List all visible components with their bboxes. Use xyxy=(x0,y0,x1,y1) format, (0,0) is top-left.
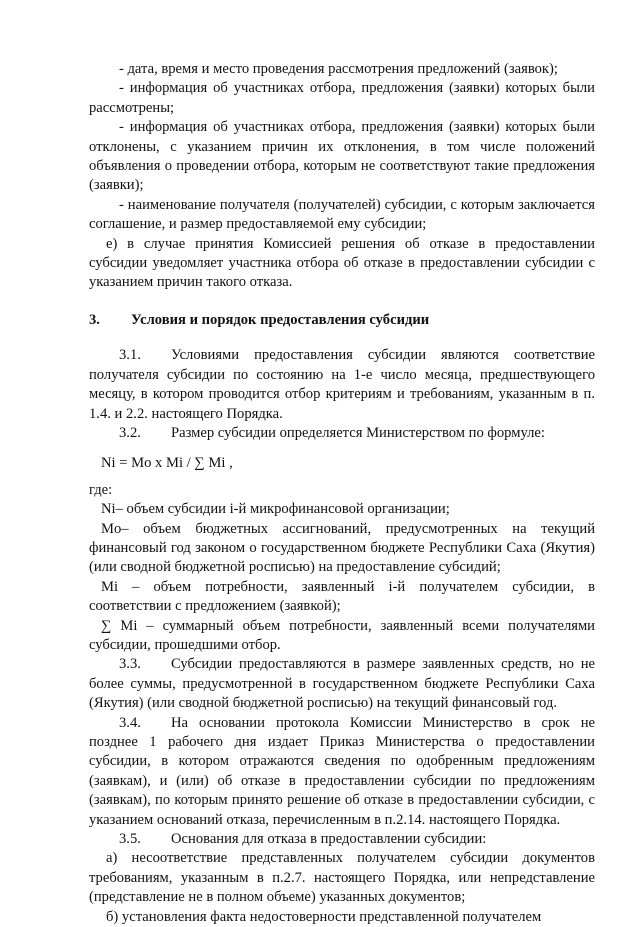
definition-item: Mi – объем потребности, заявленный i-й получателем субсидии, в соответствии с предложением (заявкой); xyxy=(89,578,595,615)
section-number: 3. xyxy=(89,311,100,328)
list-item: - информация об участниках отбора, предложения (заявки) которых были рассмотрены; xyxy=(89,80,595,116)
paragraph-number: 3.4. xyxy=(119,714,141,731)
paragraph-number: 3.1. xyxy=(119,347,141,364)
paragraph-text: Условиями предоставления субсидии являются соответствие получателя субсидии по состоянию на 1-е число месяца, предшествующего месяцу, в котором проводится отбор критериям и требованиям, указанным в п. 1.4. и 2.2. настоящего Порядка. xyxy=(89,347,595,422)
paragraph-text: Размер субсидии определяется Министерством по формуле: xyxy=(171,424,545,441)
list-item: - информация об участниках отбора, предложения (заявки) которых были отклонены, с указанием причин их отклонения, в том числе положений объявления о проведении отбора, которым не соответствуют такие предложения (заявки); xyxy=(89,119,595,194)
item-e: е) в случае принятия Комиссией решения об отказе в предоставлении субсидии уведомляет участника отбора об отказе в предоставлении субсидии с указанием причин такого отказа. xyxy=(89,235,595,291)
paragraph-3-3 xyxy=(89,655,595,713)
list-item: - наименование получателя (получателей) субсидии, с которым заключается соглашение, и размер предоставляемой ему субсидии; xyxy=(89,196,595,233)
section-title: Условия и порядок предоставления субсидии xyxy=(131,311,430,328)
reason-item: б) установления факта недостоверности представленной получателем xyxy=(106,908,542,925)
paragraph-3-2 xyxy=(89,424,595,443)
paragraph-number: 3.3. xyxy=(119,656,141,673)
paragraph-3-4 xyxy=(89,714,595,830)
where-label: где: xyxy=(89,481,113,498)
document-body xyxy=(89,60,595,927)
definition-item: Mo– объем бюджетных ассигнований, предусмотренных на текущий финансовый год законом о государственном бюджете Республики Саха (Якутия) (или сводной бюджетной росписью) на предоставление субсидий; xyxy=(89,520,595,576)
definition-item: ∑ Mi – суммарный объем потребности, заявленный всеми получателями субсидии, прошедшими отбор. xyxy=(89,617,595,653)
list-item: - дата, время и место проведения рассмотрения предложений (заявок); xyxy=(119,61,558,77)
paragraph-3-1 xyxy=(89,346,595,424)
definition-item: Ni– объем субсидии i-й микрофинансовой организации; xyxy=(101,501,450,518)
paragraph-text: На основании протокола Комиссии Министерство в срок не позднее 1 рабочего дня издает Приказ Министерства о предоставлении субсидии, в котором отражаются сведения по одобренным предложениям (заявкам), и (или) об отказе в предоставлении субсидии по предложениям (заявкам), по которым принято решение об отказе в предоставлении субсидии, с указанием оснований отказа, перечисленным в п.2.14. настоящего Порядка. xyxy=(89,714,595,828)
section-heading xyxy=(89,311,595,330)
paragraph-text: Субсидии предоставляются в размере заявленных средств, но не более суммы, предусмотренной в государственном бюджете Республики Саха (Якутия) (или сводной бюджетной росписью) на текущий финансовый год. xyxy=(89,656,595,712)
paragraph-number: 3.5. xyxy=(119,831,141,848)
paragraph-3-5 xyxy=(89,830,595,849)
reason-item: а) несоответствие представленных получателем субсидии документов требованиям, указанным в п.2.7. настоящего Порядка, или непредставление (представление не в полном объеме) указанных документов; xyxy=(89,850,595,906)
formula: Ni = Mo x Mi / ∑ Mi , xyxy=(101,455,233,472)
paragraph-number: 3.2. xyxy=(119,424,141,441)
paragraph-text: Основания для отказа в предоставлении субсидии: xyxy=(171,831,487,848)
